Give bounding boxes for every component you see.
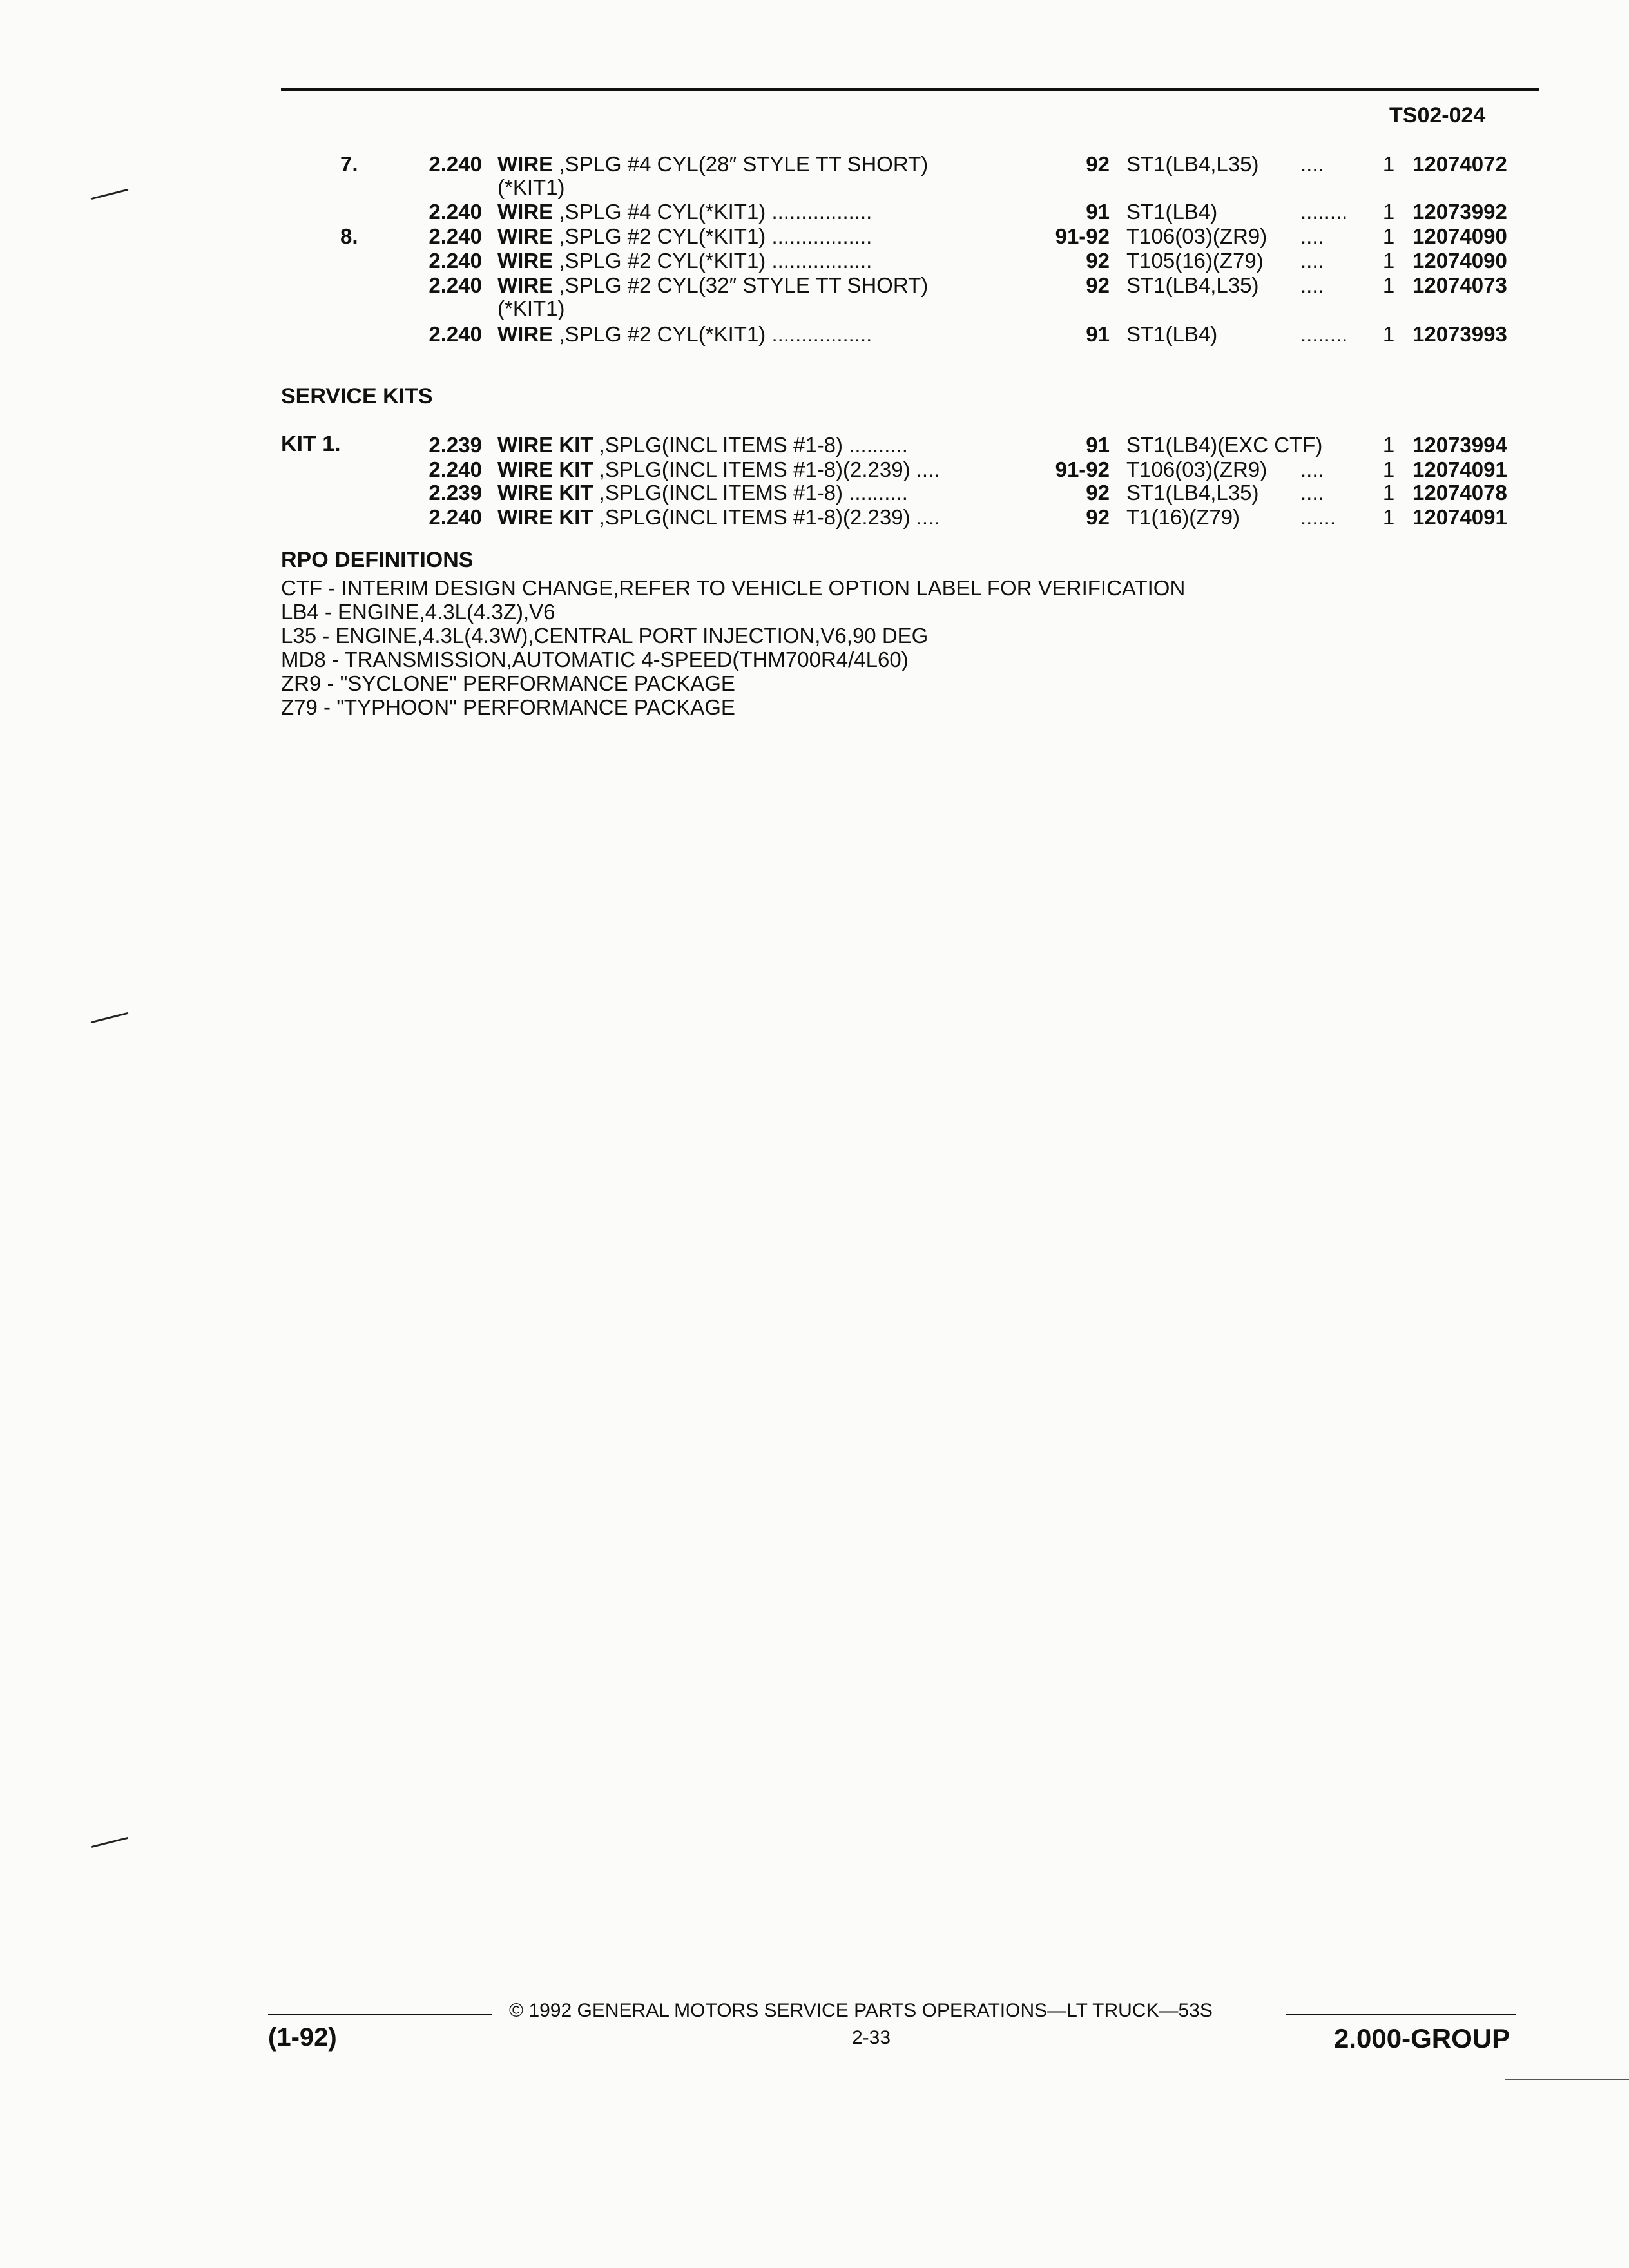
figure-number: 2.240: [429, 322, 482, 346]
leader-dots: ....: [1300, 152, 1324, 176]
part-subnote: (*KIT1): [497, 175, 565, 199]
part-desc-text: ,SPLG #4 CYL(28″ STYLE TT SHORT): [553, 152, 929, 176]
figure-number: 2.239: [429, 433, 482, 457]
leader-dots: ....: [1300, 273, 1324, 297]
quantity: 1: [1382, 457, 1395, 481]
model-year: 92: [1086, 152, 1110, 176]
quantity: 1: [1382, 152, 1395, 176]
quantity: 1: [1382, 273, 1395, 297]
service-kits-heading: SERVICE KITS: [281, 384, 433, 408]
kit-description: [497, 457, 940, 482]
rpo-definition: MD8 - TRANSMISSION,AUTOMATIC 4-SPEED(THM700R4/4L60): [281, 648, 909, 671]
kit-desc-text: ,SPLG(INCL ITEMS #1-8) ..........: [593, 481, 908, 505]
rpo-definition: L35 - ENGINE,4.3L(4.3W),CENTRAL PORT INJECTION,V6,90 DEG: [281, 624, 929, 648]
part-description: [497, 322, 872, 347]
leader-dots: ......: [1300, 505, 1336, 529]
footer-rule-right: [1286, 2014, 1516, 2015]
part-name: WIRE: [497, 152, 554, 176]
part-name: WIRE: [497, 322, 554, 346]
footer-copyright: © 1992 GENERAL MOTORS SERVICE PARTS OPERATIONS—LT TRUCK—53S: [509, 2000, 1213, 2021]
vehicle-model: ST1(LB4,L35): [1126, 273, 1259, 297]
model-year: 91: [1086, 322, 1110, 346]
footer-date-code: (1-92): [268, 2023, 337, 2052]
item-number: 8.: [340, 224, 358, 248]
kit-description: [497, 505, 940, 530]
figure-number: 2.240: [429, 200, 482, 224]
part-desc-text: ,SPLG #2 CYL(32″ STYLE TT SHORT): [553, 273, 929, 297]
item-number: 7.: [340, 152, 358, 176]
rpo-heading: RPO DEFINITIONS: [281, 548, 474, 572]
part-description: [497, 152, 928, 177]
vehicle-model: T106(03)(ZR9): [1126, 224, 1268, 248]
quantity: 1: [1382, 224, 1395, 248]
part-number: 12074091: [1412, 457, 1507, 481]
kit-label: KIT 1.: [281, 432, 341, 456]
leader-dots: ....: [1300, 249, 1324, 273]
quantity: 1: [1382, 433, 1395, 457]
vehicle-model: ST1(LB4,L35): [1126, 152, 1259, 176]
rpo-definition: ZR9 - "SYCLONE" PERFORMANCE PACKAGE: [281, 671, 735, 695]
figure-number: 2.240: [429, 224, 482, 248]
part-number: 12074091: [1412, 505, 1507, 529]
quantity: 1: [1382, 505, 1395, 529]
part-desc-text: ,SPLG #4 CYL(*KIT1) .................: [553, 200, 872, 224]
part-desc-text: ,SPLG #2 CYL(*KIT1) .................: [553, 224, 872, 248]
model-year: 91: [1086, 200, 1110, 224]
kit-name: WIRE KIT: [497, 457, 593, 481]
margin-mark: [91, 189, 129, 200]
vehicle-model: ST1(LB4)(EXC CTF): [1126, 433, 1323, 457]
part-name: WIRE: [497, 224, 554, 248]
kit-desc-text: ,SPLG(INCL ITEMS #1-8) ..........: [593, 433, 908, 457]
part-number: 12073994: [1412, 433, 1507, 457]
part-number: 12074073: [1412, 273, 1507, 297]
vehicle-model: ST1(LB4): [1126, 322, 1218, 346]
model-year: 92: [1086, 481, 1110, 505]
footer-page-number: 2-33: [852, 2027, 891, 2048]
part-number: 12073993: [1412, 322, 1507, 346]
part-description: [497, 200, 872, 224]
leader-dots: ....: [1300, 457, 1324, 481]
vehicle-model: ST1(LB4,L35): [1126, 481, 1259, 505]
vehicle-model: T106(03)(ZR9): [1126, 457, 1268, 481]
kit-name: WIRE KIT: [497, 505, 593, 529]
margin-mark: [91, 1837, 129, 1848]
figure-number: 2.240: [429, 273, 482, 297]
kit-name: WIRE KIT: [497, 481, 593, 505]
model-year: 92: [1086, 505, 1110, 529]
part-number: 12074072: [1412, 152, 1507, 176]
model-year: 91-92: [1055, 457, 1110, 481]
kit-description: [497, 481, 908, 505]
quantity: 1: [1382, 249, 1395, 273]
figure-number: 2.240: [429, 505, 482, 529]
figure-number: 2.240: [429, 152, 482, 176]
vehicle-model: ST1(LB4): [1126, 200, 1218, 224]
part-desc-text: ,SPLG #2 CYL(*KIT1) .................: [553, 249, 872, 273]
kit-desc-text: ,SPLG(INCL ITEMS #1-8)(2.239) ....: [593, 505, 940, 529]
part-name: WIRE: [497, 200, 554, 224]
rpo-definition: CTF - INTERIM DESIGN CHANGE,REFER TO VEHICLE OPTION LABEL FOR VERIFICATION: [281, 576, 1186, 600]
model-year: 91-92: [1055, 224, 1110, 248]
part-desc-text: ,SPLG #2 CYL(*KIT1) .................: [553, 322, 872, 346]
footer-rule-left: [268, 2014, 492, 2015]
leader-dots: ....: [1300, 224, 1324, 248]
model-year: 92: [1086, 249, 1110, 273]
vehicle-model: T105(16)(Z79): [1126, 249, 1264, 273]
edge-line: [1505, 2079, 1629, 2080]
figure-number: 2.240: [429, 249, 482, 273]
kit-description: [497, 433, 908, 457]
quantity: 1: [1382, 200, 1395, 224]
part-description: [497, 224, 872, 249]
doc-code: TS02-024: [1389, 103, 1486, 128]
margin-mark: [91, 1012, 129, 1023]
part-subnote: (*KIT1): [497, 296, 565, 320]
part-number: 12073992: [1412, 200, 1507, 224]
model-year: 91: [1086, 433, 1110, 457]
leader-dots: ........: [1300, 200, 1348, 224]
part-number: 12074078: [1412, 481, 1507, 505]
quantity: 1: [1382, 322, 1395, 346]
footer-group: 2.000-GROUP: [1334, 2023, 1510, 2053]
leader-dots: ....: [1300, 481, 1324, 505]
kit-desc-text: ,SPLG(INCL ITEMS #1-8)(2.239) ....: [593, 457, 940, 481]
top-rule: [281, 88, 1539, 91]
part-name: WIRE: [497, 273, 554, 297]
rpo-definition: LB4 - ENGINE,4.3L(4.3Z),V6: [281, 600, 555, 624]
vehicle-model: T1(16)(Z79): [1126, 505, 1240, 529]
figure-number: 2.239: [429, 481, 482, 505]
part-number: 12074090: [1412, 249, 1507, 273]
part-name: WIRE: [497, 249, 554, 273]
part-description: [497, 273, 928, 298]
part-number: 12074090: [1412, 224, 1507, 248]
leader-dots: ........: [1300, 322, 1348, 346]
figure-number: 2.240: [429, 457, 482, 481]
part-description: [497, 249, 872, 273]
quantity: 1: [1382, 481, 1395, 505]
rpo-definition: Z79 - "TYPHOON" PERFORMANCE PACKAGE: [281, 695, 735, 719]
kit-name: WIRE KIT: [497, 433, 593, 457]
model-year: 92: [1086, 273, 1110, 297]
